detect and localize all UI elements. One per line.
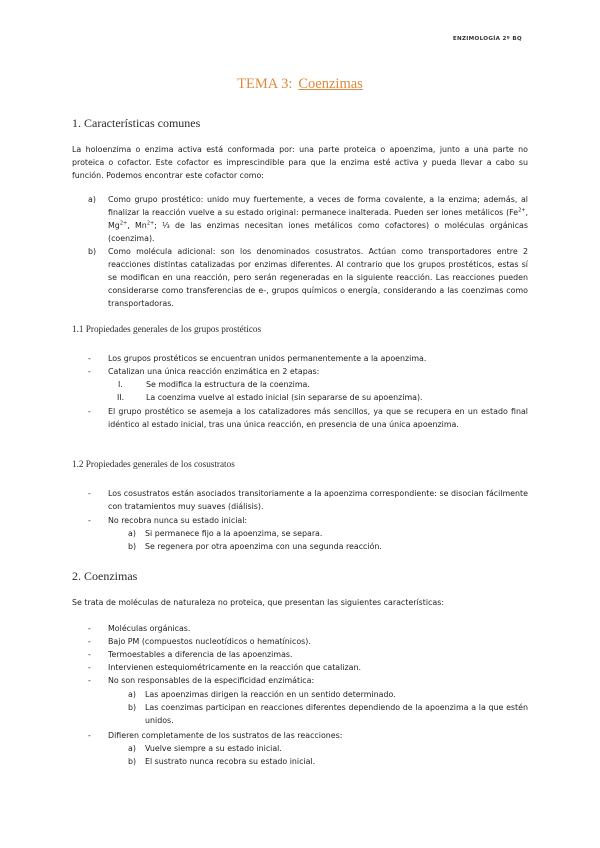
section-2-heading: 2. Coenzimas <box>72 569 138 583</box>
bullet-item: - Termoestables a diferencia de las apoenzimas. <box>88 648 528 661</box>
bullet-dash: - <box>88 489 91 498</box>
list-marker: b) <box>88 247 97 256</box>
bullet-item: - Catalizan una única reacción enzimática en 2 etapas: <box>88 365 528 378</box>
section-1-1-heading: 1.1 Propiedades generales de los grupos prostéticos <box>72 324 262 334</box>
list-item-b <box>88 245 528 311</box>
section-1-heading: 1. Características comunes <box>72 116 201 130</box>
list-item-a <box>88 193 528 245</box>
bullet-dash: - <box>88 407 91 416</box>
bullet-dash: - <box>88 516 91 525</box>
title-link[interactable]: Coenzimas <box>298 76 363 92</box>
list-item-text: Como molécula adicional: son los denominados cosustratos. Actúan como transportadores entre 2 reacciones distintas catalizadas por enzimas diferentes. Al contrario que los grupos prostéticos, estas sí se modifican en una reacción, pero serán regeneradas en la siguiente reacción. Las reacciones pueden considerarse como transferencias de e-, grupos químicos o energía, considerando a las coenzimas como transportadoras. <box>108 247 528 309</box>
roman-marker: II. <box>117 393 125 402</box>
bullet-item: - Intervienen estequiométricamente en la reacción que catalizan. <box>88 661 528 674</box>
sub-item: a) Si permanece fijo a la apoenzima, se separa. <box>128 527 528 540</box>
section-2-intro: Se trata de moléculas de naturaleza no proteica, que presentan las siguientes características: <box>72 598 444 607</box>
section-1-2-heading: 1.2 Propiedades generales de los cosustratos <box>72 459 235 469</box>
list-marker: b) <box>128 542 137 551</box>
sub-item: a) Vuelve siempre a su estado inicial. <box>128 742 528 755</box>
list-marker: a) <box>88 195 96 204</box>
bullet-dash: - <box>88 354 91 363</box>
list-marker: b) <box>128 757 137 766</box>
bullet-dash: - <box>88 676 91 685</box>
bullet-dash: - <box>88 624 91 633</box>
bullet-item: - Moléculas orgánicas. <box>88 622 528 635</box>
section-1-intro: La holoenzima o enzima activa está conformada por: una parte proteica o apoenzima, junto a una parte no proteica o cofactor. Este cofactor es imprescindible para que la enzima esté activa y pueda llevar a cabo su función. Podemos encontrar este cofactor como: <box>72 145 528 181</box>
bullet-item: - El grupo prostético se asemeja a los catalizadores más sencillos, ya que se recupera en un estado final idéntico al estado inicial, tras una única reacción, en presencia de una única apoenzima. <box>88 407 528 430</box>
roman-marker: I. <box>118 380 123 389</box>
bullet-dash: - <box>88 731 91 740</box>
bullet-item: - Los grupos prostéticos se encuentran unidos permanentemente a la apoenzima. <box>88 352 528 365</box>
bullet-dash: - <box>88 663 91 672</box>
sub-item: b) Se regenera por otra apoenzima con una segunda reacción. <box>128 540 528 553</box>
sub-item: a) Las apoenzimas dirigen la reacción en un sentido determinado. <box>128 688 528 701</box>
sub-item: b) El sustrato nunca recobra su estado inicial. <box>128 755 528 768</box>
bullet-item: - Bajo PM (compuestos nucleotídicos o hematínicos). <box>88 635 528 648</box>
bullet-item: - Los cosustratos están asociados transitoriamente a la apoenzima correspondiente: se disocian fácilmente con tratamientos muy suaves (diálisis). <box>88 489 528 512</box>
header-tag: ENZIMOLOGÍA 2º BQ <box>452 36 522 42</box>
sub-item: b) Las coenzimas participan en reacciones diferentes dependiendo de la apoenzima a la que estén unidos. <box>128 703 528 726</box>
bullet-dash: - <box>88 367 91 376</box>
title-prefix: TEMA 3: <box>237 76 293 92</box>
list-marker: a) <box>128 690 136 699</box>
bullet-item: - No son responsables de la especificidad enzimática: <box>88 674 528 687</box>
list-item-text: Como grupo prostético: unido muy fuertemente, a veces de forma covalente, a la enzima; además, al finalizar la reacción vuelve a su estado original: permanece inalterada. Pueden ser iones metálicos ($Fe^{2+}$, $Mg^{2+}$, $Mn^{2+}$; ⅓ de las enzimas necesitan iones metálicos como cofactores) o moléculas orgánicas (coenzima). <box>108 195 529 244</box>
list-marker: a) <box>128 744 136 753</box>
bullet-item: - Difieren completamente de los sustratos de las reacciones: <box>88 729 528 742</box>
roman-item: I. Se modifica la estructura de la coenzima. <box>118 378 528 391</box>
bullet-dash: - <box>88 637 91 646</box>
roman-item: II. La coenzima vuelve al estado inicial (sin separarse de su apoenzima). <box>117 391 528 404</box>
list-marker: a) <box>128 529 136 538</box>
list-marker: b) <box>128 703 137 712</box>
bullet-item: - No recobra nunca su estado inicial: <box>88 514 528 527</box>
page-title <box>0 76 600 93</box>
bullet-dash: - <box>88 650 91 659</box>
